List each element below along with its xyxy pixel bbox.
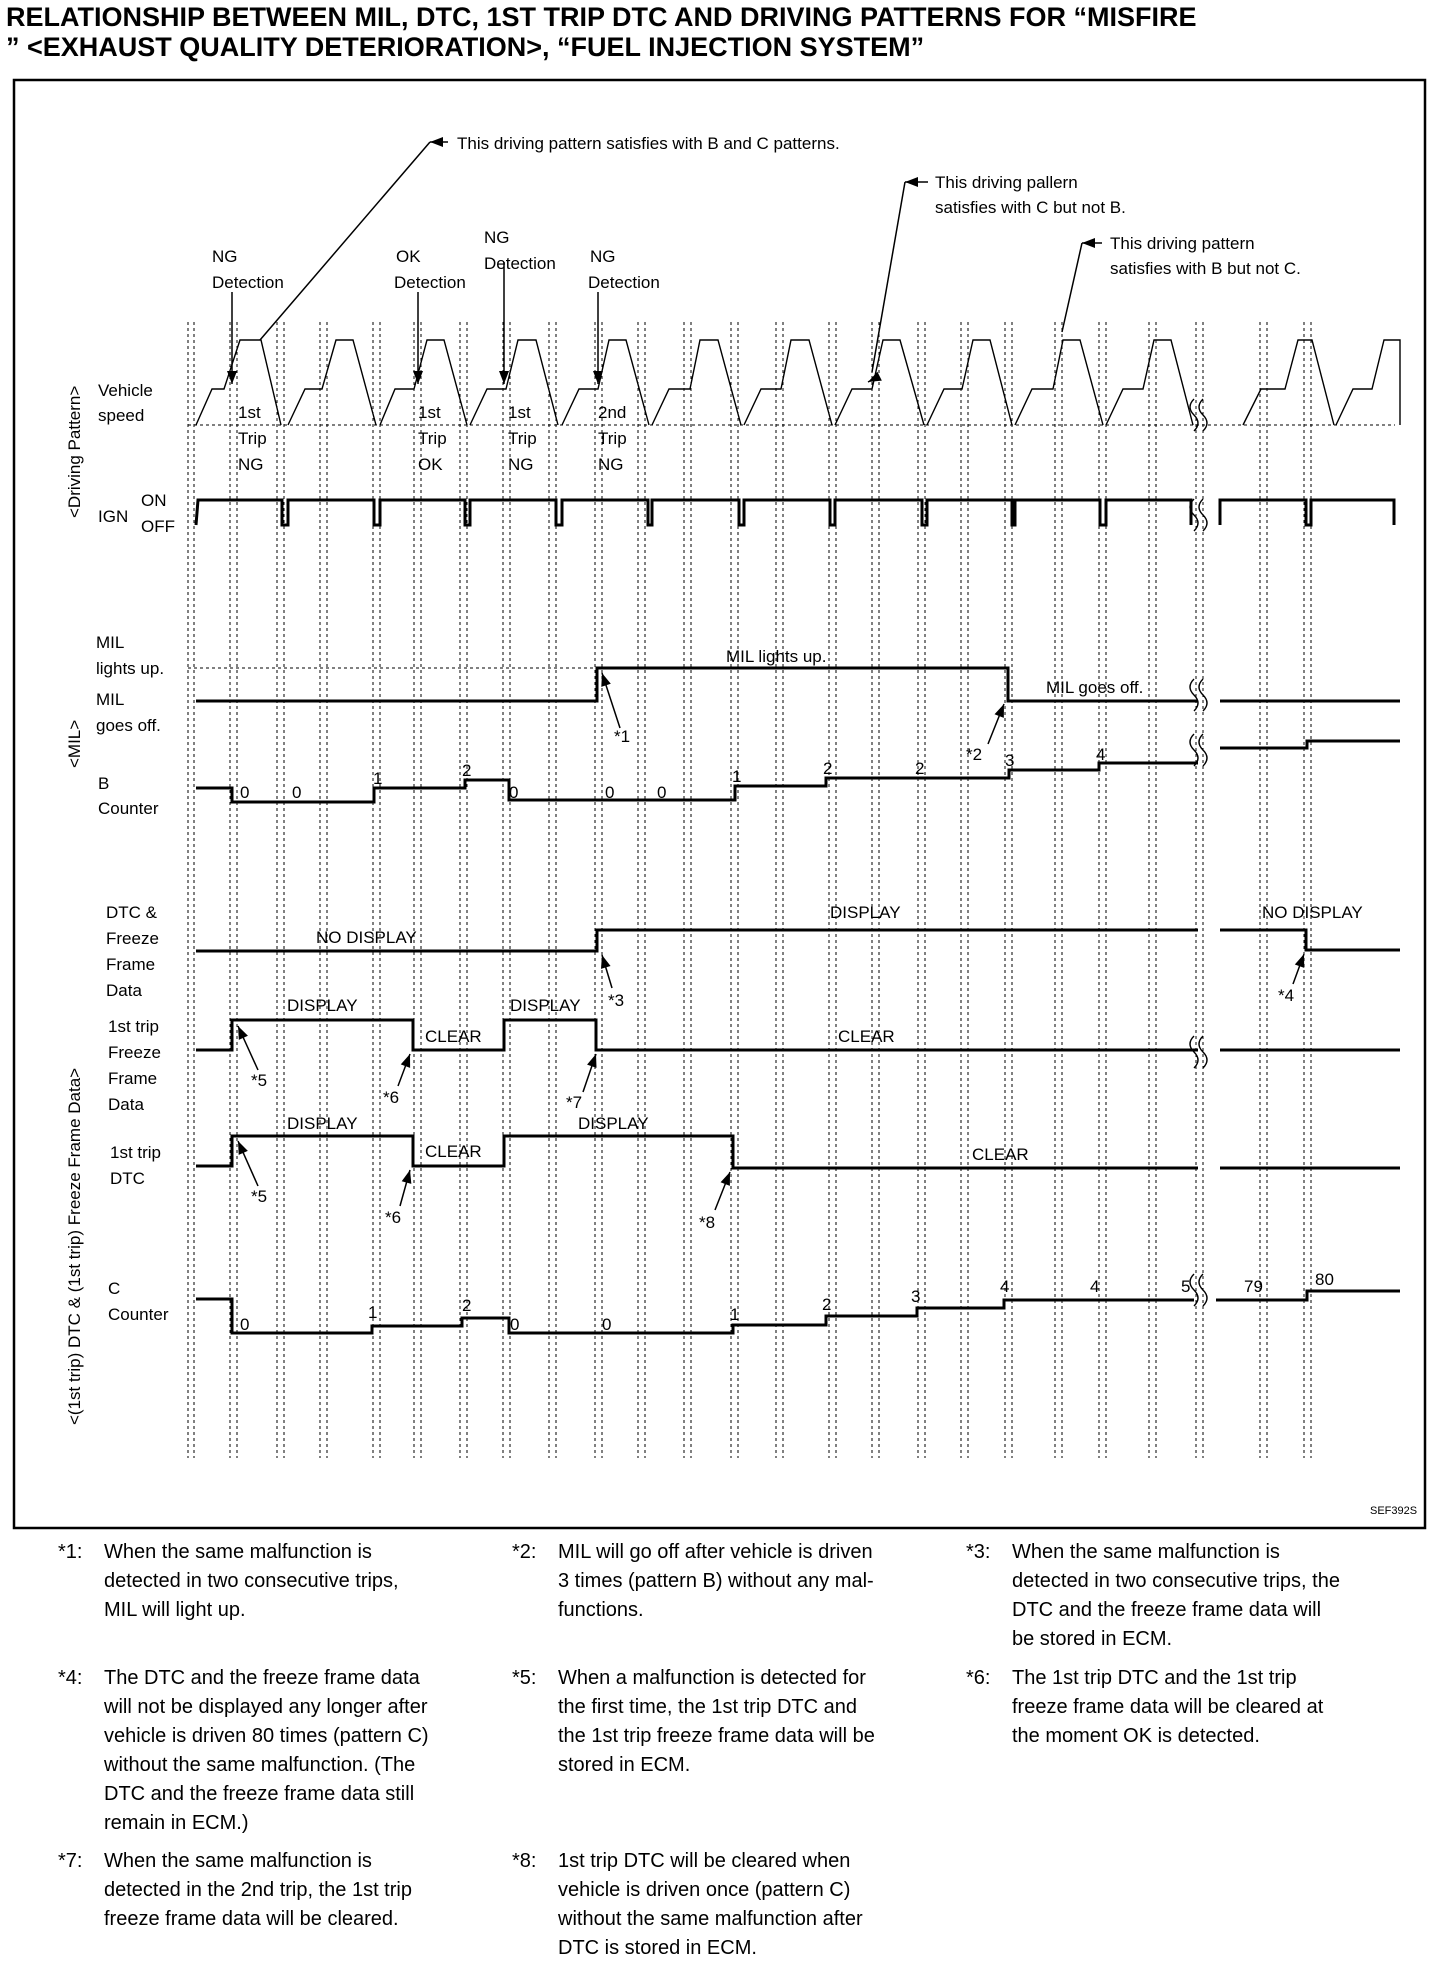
c-counter-value: 1 (368, 1303, 378, 1322)
c-counter-value: 2 (462, 1296, 472, 1315)
section-label-mil: <MIL> (65, 719, 84, 768)
svg-text:2nd: 2nd (598, 403, 627, 422)
c-counter-value: 4 (1090, 1277, 1100, 1296)
row-label-dtc-ffd-2: Freeze (106, 929, 159, 948)
dtc1-display-1: DISPLAY (287, 1114, 358, 1133)
svg-text:Trip: Trip (418, 429, 447, 448)
mark-6b: *6 (385, 1208, 402, 1227)
c-counter-value: 1 (730, 1305, 740, 1324)
ffd-display-1: DISPLAY (287, 996, 358, 1015)
section-label-dtc: <(1st trip) DTC & (1st trip) Freeze Frame Data> (65, 1067, 84, 1425)
c-counter-value: 5 (1181, 1277, 1191, 1296)
callout-c-not-b-2: satisfies with C but not B. (935, 198, 1126, 217)
c-counter-value: 2 (822, 1295, 832, 1314)
mark-8: *8 (699, 1213, 716, 1232)
callout-b-not-c-2: satisfies with B but not C. (1110, 259, 1301, 278)
svg-text:NG: NG (598, 455, 624, 474)
footnote-text: MIL will go off after vehicle is driven 3 times (pattern B) without any mal- functions. (558, 1541, 874, 1621)
c-counter-value: 0 (510, 1315, 520, 1334)
svg-text:OK: OK (418, 455, 443, 474)
mark-6a: *6 (383, 1088, 400, 1107)
c-counter-value: 4 (1000, 1277, 1010, 1296)
row-label-dtc-ffd-3: Frame (106, 955, 156, 974)
row-label-b-counter-1: B (98, 774, 110, 793)
footnote-key: *1: (58, 1541, 83, 1563)
footnote-key: *2: (512, 1541, 537, 1563)
b-counter-value: 0 (509, 783, 519, 802)
row-label-ign-on: ON (141, 491, 167, 510)
footnote-text: 1st trip DTC will be cleared when vehicle is driven once (pattern C) without the same malfunction after DTC is stored in ECM. (558, 1850, 863, 1959)
dtc1-clear-1: CLEAR (425, 1142, 482, 1161)
row-label-c-counter-1: C (108, 1279, 121, 1298)
row-label-ffd-1st-2: Freeze (108, 1043, 161, 1062)
c-counter-value: 0 (602, 1315, 612, 1334)
detection-4-status: NG (590, 247, 616, 266)
callout-bc: This driving pattern satisfies with B and C patterns. (457, 134, 840, 153)
mark-1: *1 (614, 727, 631, 746)
mark-2: *2 (966, 745, 983, 764)
svg-text:1st: 1st (418, 403, 441, 422)
row-label-ffd-1st-4: Data (108, 1095, 144, 1114)
c-counter-value: 79 (1244, 1277, 1263, 1296)
mark-3: *3 (608, 991, 625, 1010)
svg-text:Trip: Trip (598, 429, 627, 448)
row-label-ffd-1st-3: Frame (108, 1069, 158, 1088)
section-label-driving: <Driving Pattern> (65, 385, 84, 518)
svg-text:NG: NG (508, 455, 534, 474)
dtc-no-display-1: NO DISPLAY (316, 928, 417, 947)
detection-1-status: NG (212, 247, 238, 266)
detection-2-label: Detection (394, 273, 466, 292)
footnote-key: *4: (58, 1667, 83, 1689)
b-counter-value: 2 (462, 761, 472, 780)
mark-7: *7 (566, 1093, 583, 1112)
footnote-text: When a malfunction is detected for the first time, the 1st trip DTC and the 1st trip freeze frame data will be stored in ECM. (558, 1667, 875, 1776)
b-counter-value: 0 (657, 783, 667, 802)
dtc-no-display-2: NO DISPLAY (1262, 903, 1363, 922)
row-label-mil-off-2: goes off. (96, 716, 161, 735)
b-counter-value: 0 (605, 783, 615, 802)
detection-2-status: OK (396, 247, 421, 266)
b-counter-value: 2 (823, 759, 833, 778)
row-label-mil-up-1: MIL (96, 633, 125, 652)
mil-goes-off-text: MIL goes off. (1046, 678, 1144, 697)
row-label-vehicle-speed-1: Vehicle (98, 381, 153, 400)
row-label-ign: IGN (98, 507, 129, 526)
row-label-vehicle-speed-2: speed (98, 406, 145, 425)
row-label-dtc-ffd-1: DTC & (106, 903, 157, 922)
b-counter-value: 1 (732, 767, 742, 786)
footnote-key: *8: (512, 1850, 537, 1872)
ffd-clear-1: CLEAR (425, 1027, 482, 1046)
dtc1-display-2: DISPLAY (578, 1114, 649, 1133)
row-label-dtc-1st-2: DTC (110, 1169, 145, 1188)
mark-5a: *5 (251, 1071, 268, 1090)
footnote-key: *7: (58, 1850, 83, 1872)
c-counter-value: 80 (1315, 1270, 1334, 1289)
svg-text:Trip: Trip (508, 429, 537, 448)
ffd-clear-2: CLEAR (838, 1027, 895, 1046)
title-line-2: ” <EXHAUST QUALITY DETERIORATION>, “FUEL INJECTION SYSTEM” (6, 32, 925, 62)
detection-3-status: NG (484, 228, 510, 247)
footnote-key: *6: (966, 1667, 991, 1689)
b-counter-value: 0 (240, 783, 250, 802)
detection-3-label: Detection (484, 254, 556, 273)
footnote-key: *5: (512, 1667, 537, 1689)
b-counter-value: 4 (1096, 745, 1106, 764)
row-label-b-counter-2: Counter (98, 799, 159, 818)
footnote-text: When the same malfunction is detected in the 2nd trip, the 1st trip freeze frame data will be cleared. (104, 1850, 412, 1930)
callout-b-not-c-1: This driving pattern (1110, 234, 1255, 253)
b-counter-value: 1 (373, 769, 383, 788)
row-label-dtc-1st-1: 1st trip (110, 1143, 162, 1162)
footnote-text: The 1st trip DTC and the 1st trip freeze frame data will be cleared at the moment OK is detected. (1012, 1667, 1324, 1747)
detection-4-label: Detection (588, 273, 660, 292)
b-counter-value: 0 (292, 783, 302, 802)
c-counter-value: 0 (240, 1315, 250, 1334)
callout-c-not-b-1: This driving pallern (935, 173, 1078, 192)
footnote-text: The DTC and the freeze frame data will not be displayed any longer after vehicle is driven 80 times (pattern C) without the same malfunction. (The DTC and the freeze frame data still remain in ECM.) (104, 1667, 429, 1834)
dtc-display: DISPLAY (830, 903, 901, 922)
ffd-display-2: DISPLAY (510, 996, 581, 1015)
footnote-key: *3: (966, 1541, 991, 1563)
dtc1-clear-2: CLEAR (972, 1145, 1029, 1164)
row-label-ffd-1st-1: 1st trip (108, 1017, 160, 1036)
mil-lights-up-text: MIL lights up. (726, 647, 827, 666)
svg-text:1st: 1st (238, 403, 261, 422)
footnote-text: When the same malfunction is detected in two consecutive trips, the DTC and the freeze frame data will be stored in ECM. (1012, 1541, 1340, 1650)
svg-text:NG: NG (238, 455, 264, 474)
mark-5b: *5 (251, 1187, 268, 1206)
b-counter-value: 2 (915, 759, 925, 778)
title-line-1: RELATIONSHIP BETWEEN MIL, DTC, 1ST TRIP DTC AND DRIVING PATTERNS FOR “MISFIRE (6, 2, 1197, 32)
c-counter-value: 3 (911, 1287, 921, 1306)
row-label-c-counter-2: Counter (108, 1305, 169, 1324)
mark-4: *4 (1278, 986, 1295, 1005)
row-label-ign-off: OFF (141, 517, 175, 536)
row-label-mil-off-1: MIL (96, 690, 125, 709)
svg-text:1st: 1st (508, 403, 531, 422)
footnote-text: When the same malfunction is detected in two consecutive trips, MIL will light up. (104, 1541, 399, 1621)
figure-code: SEF392S (1370, 1505, 1418, 1517)
detection-1-label: Detection (212, 273, 284, 292)
row-label-dtc-ffd-4: Data (106, 981, 142, 1000)
svg-text:Trip: Trip (238, 429, 267, 448)
b-counter-value: 3 (1005, 751, 1015, 770)
row-label-mil-up-2: lights up. (96, 659, 165, 678)
